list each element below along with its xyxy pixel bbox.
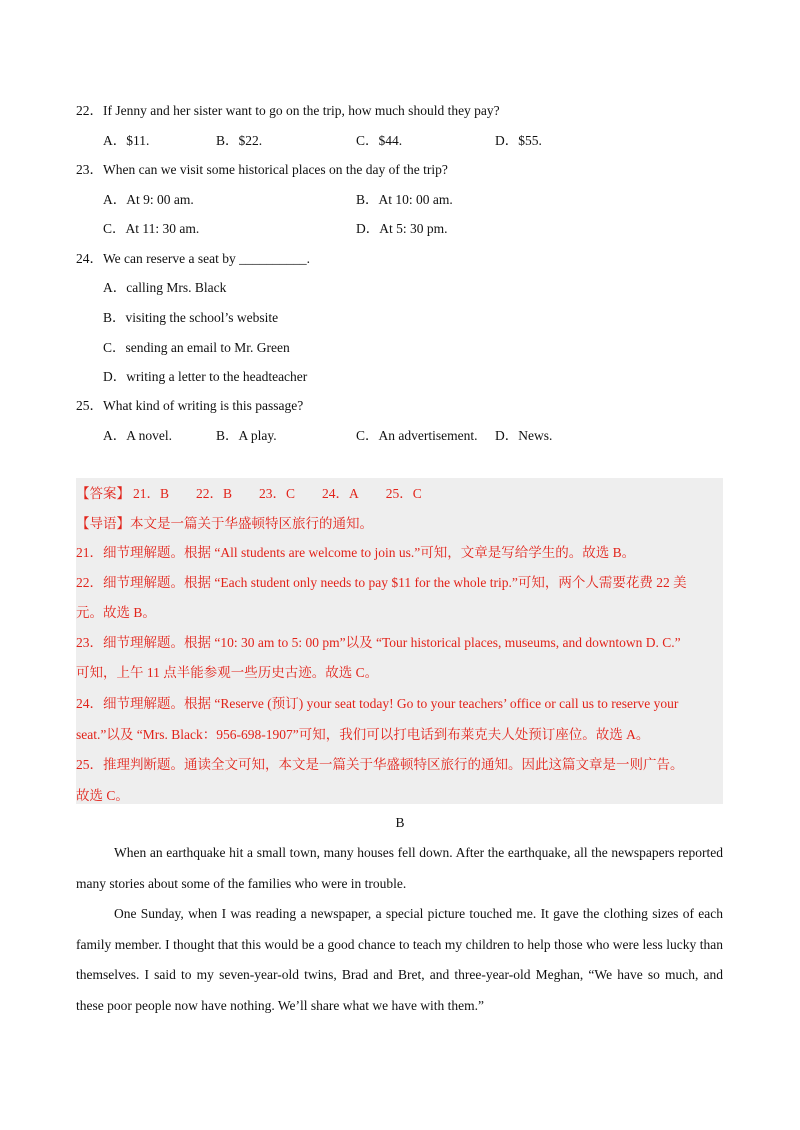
question-24-option-b: B．visiting the school’s website: [103, 310, 279, 325]
question-22-option-c: C．$44.: [356, 133, 403, 148]
question-25-option-d: D．News.: [495, 428, 553, 443]
section-b-paragraph-1: When an earthquake hit a small town, many houses fell down. After the earthquake, all the newspapers reported many stories about some of the families who were in trouble.: [76, 845, 723, 891]
question-23-option-d: D．At 5: 30 pm.: [356, 221, 448, 236]
explanation-23-line-2: 可知，上午 11 点半能参观一些历史古迹。故选 C。: [76, 665, 379, 680]
answer-25: 25．C: [385, 486, 422, 501]
question-22-stem: 22．If Jenny and her sister want to go on the trip, how much should they pay?: [76, 103, 500, 118]
answer-23: 23．C: [259, 486, 296, 501]
question-23-option-a: A．At 9: 00 am.: [103, 192, 194, 207]
question-24-option-c: C．sending an email to Mr. Green: [103, 340, 290, 355]
explanation-21: 21．细节理解题。根据 “All students are welcome to join us.”可知，文章是写给学生的。故选 B。: [76, 545, 636, 560]
question-22-option-a: A．$11.: [103, 133, 150, 148]
explanation-23-line-1: 23．细节理解题。根据 “10: 30 am to 5: 00 pm”以及 “Tour historical places, museums, and downtown D. C.”: [76, 635, 681, 650]
question-22-option-b: B．$22.: [216, 133, 263, 148]
question-23-option-b: B．At 10: 00 am.: [356, 192, 453, 207]
question-23-stem: 23．When can we visit some historical places on the day of the trip?: [76, 162, 448, 177]
answer-key-row: [76, 482, 422, 502]
question-24-option-d: D．writing a letter to the headteacher: [103, 369, 308, 384]
question-24-stem: 24．We can reserve a seat by __________.: [76, 251, 310, 266]
answer-intro: 【导语】本文是一篇关于华盛顿特区旅行的通知。: [76, 516, 373, 531]
question-24-option-a: A．calling Mrs. Black: [103, 280, 227, 295]
explanation-25-line-2: 故选 C。: [76, 788, 129, 803]
explanation-25-line-1: 25．推理判断题。通读全文可知，本文是一篇关于华盛顿特区旅行的通知。因此这篇文章是一则广告。: [76, 757, 684, 772]
question-25-option-a: A．A novel.: [103, 428, 172, 443]
question-22-option-d: D．$55.: [495, 133, 542, 148]
answer-22: 22．B: [196, 486, 233, 501]
explanation-22-line-1: 22．细节理解题。根据 “Each student only needs to pay $11 for the whole trip.”可知，两个人需要花费 22 美: [76, 575, 687, 590]
question-23-option-c: C．At 11: 30 am.: [103, 221, 200, 236]
answer-24: 24．A: [322, 486, 359, 501]
explanation-22-line-2: 元。故选 B。: [76, 605, 156, 620]
explanation-24-line-2: seat.”以及 “Mrs. Black：956-698-1907”可知，我们可以打电话到布莱克夫人处预订座位。故选 A。: [76, 727, 650, 742]
explanation-24-line-1: 24．细节理解题。根据 “Reserve (预订) your seat today! Go to your teachers’ office or call us to reserve your: [76, 696, 679, 711]
question-25-stem: 25．What kind of writing is this passage?: [76, 398, 304, 413]
question-25-option-b: B．A play.: [216, 428, 277, 443]
answer-key-label: 【答案】: [76, 486, 130, 501]
question-25-option-c: C．An advertisement.: [356, 428, 478, 443]
answer-21: 21．B: [133, 486, 170, 501]
section-b-heading: B: [395, 815, 405, 830]
section-b-paragraph-2: One Sunday, when I was reading a newspaper, a special picture touched me. It gave the clothing sizes of each family member. I thought that this would be a good chance to teach my children to help those who were less lucky than themselves. I said to my seven-year-old twins, Brad and Bret, and three-year-old Meghan, “We have so much, and these poor people now have nothing. We’ll share what we have with them.”: [76, 906, 723, 1013]
